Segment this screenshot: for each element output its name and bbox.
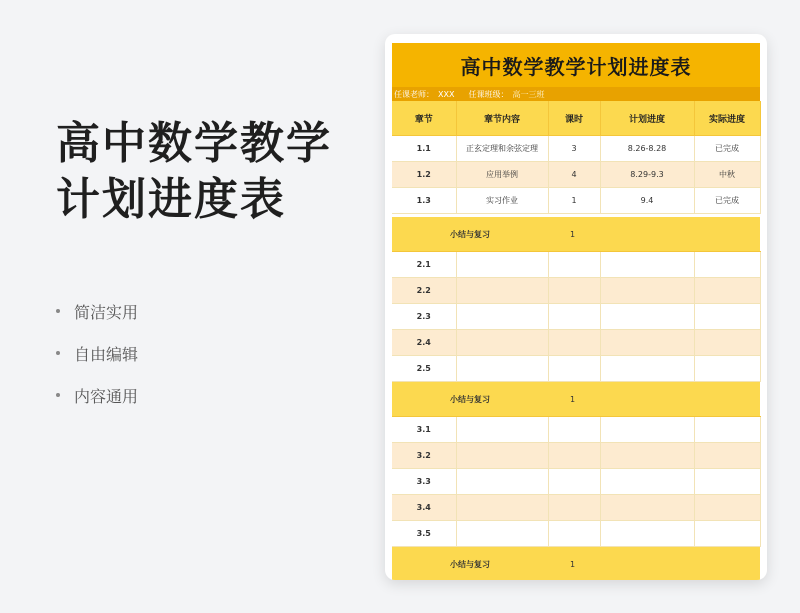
cell-content [456,330,548,356]
summary-row [392,382,760,417]
sheet-info-row [392,87,760,101]
bullet-icon [56,309,60,313]
cell-plan [600,469,694,495]
cell-plan [600,304,694,330]
cell-content [456,356,548,382]
table-row [392,162,760,188]
table-row [392,521,760,547]
cell-chapter: 3.4 [392,495,456,521]
table-row [392,304,760,330]
cell-content [456,469,548,495]
headline-line-2: 计划进度表 [56,174,286,225]
class-label: 任课班级： [468,89,509,99]
cell-actual [694,304,760,330]
cell-hours [548,330,600,356]
cell-hours [548,304,600,330]
cell-plan [600,330,694,356]
cell-actual [694,252,760,278]
header-content: 章节内容 [456,101,548,136]
feature-label: 内容通用 [74,386,139,406]
cell-actual [694,330,760,356]
cell-plan [600,495,694,521]
table-row [392,417,760,443]
cell-chapter: 2.4 [392,330,456,356]
cell-hours: 3 [548,136,600,162]
table-row [392,278,760,304]
cell-chapter: 3.5 [392,521,456,547]
summary-hours: 1 [548,217,760,252]
header-plan: 计划进度 [600,101,694,136]
cell-hours: 1 [548,188,600,214]
summary-label: 小结与复习 [392,217,548,252]
cell-plan: 8.29-9.3 [600,162,694,188]
cell-chapter: 2.3 [392,304,456,330]
cell-hours [548,469,600,495]
cell-plan: 9.4 [600,188,694,214]
cell-actual [694,495,760,521]
header-row [392,101,760,136]
summary-hours: 1 [548,547,760,581]
table-row [392,469,760,495]
summary-label: 小结与复习 [392,547,548,581]
summary-row [392,217,760,252]
schedule-table [392,101,761,580]
promo-panel [56,116,356,416]
cell-content [456,252,548,278]
cell-hours [548,495,600,521]
cell-content [456,443,548,469]
table-row [392,252,760,278]
cell-actual [694,521,760,547]
cell-chapter: 2.1 [392,252,456,278]
cell-hours [548,356,600,382]
cell-plan [600,443,694,469]
cell-hours [548,417,600,443]
cell-chapter: 3.2 [392,443,456,469]
table-row [392,330,760,356]
cell-plan: 8.26-8.28 [600,136,694,162]
cell-chapter: 1.1 [392,136,456,162]
table-row [392,495,760,521]
cell-content [456,521,548,547]
teacher-label: 任课老师： [394,89,434,99]
cell-plan [600,417,694,443]
cell-plan [600,521,694,547]
cell-hours [548,278,600,304]
cell-chapter: 2.2 [392,278,456,304]
cell-content: 实习作业 [456,188,548,214]
summary-hours: 1 [548,382,760,417]
sheet-title: 高中数学教学计划进度表 [392,43,760,87]
spreadsheet [392,43,760,580]
table-row [392,188,760,214]
cell-plan [600,278,694,304]
cell-content [456,304,548,330]
header-actual: 实际进度 [694,101,760,136]
feature-item [56,290,356,332]
cell-actual [694,278,760,304]
cell-chapter: 1.3 [392,188,456,214]
cell-actual: 已完成 [694,188,760,214]
cell-content: 应用举例 [456,162,548,188]
cell-actual: 已完成 [694,136,760,162]
table-row [392,443,760,469]
feature-label: 自由编辑 [74,344,139,364]
cell-hours [548,252,600,278]
cell-content [456,417,548,443]
cell-actual [694,443,760,469]
headline [56,116,356,228]
cell-hours: 4 [548,162,600,188]
cell-hours [548,521,600,547]
cell-plan [600,356,694,382]
cell-chapter: 2.5 [392,356,456,382]
cell-chapter: 3.3 [392,469,456,495]
headline-line-1: 高中数学教学 [56,118,332,169]
cell-actual [694,417,760,443]
cell-chapter: 3.1 [392,417,456,443]
cell-content [456,495,548,521]
bullet-icon [56,393,60,397]
feature-label: 简洁实用 [74,302,139,322]
cell-content: 正玄定理和余弦定理 [456,136,548,162]
cell-content [456,278,548,304]
table-row [392,356,760,382]
bullet-icon [56,351,60,355]
cell-actual [694,469,760,495]
cell-hours [548,443,600,469]
feature-list [56,290,356,416]
teacher-value: XXX [438,89,455,99]
feature-item [56,374,356,416]
preview-card [385,34,767,580]
cell-actual [694,356,760,382]
table-row [392,136,760,162]
summary-label: 小结与复习 [392,382,548,417]
cell-chapter: 1.2 [392,162,456,188]
cell-actual: 中秋 [694,162,760,188]
header-hours: 课时 [548,101,600,136]
feature-item [56,332,356,374]
summary-row [392,547,760,581]
cell-plan [600,252,694,278]
class-value: 高一三班 [512,89,545,99]
header-chapter: 章节 [392,101,456,136]
